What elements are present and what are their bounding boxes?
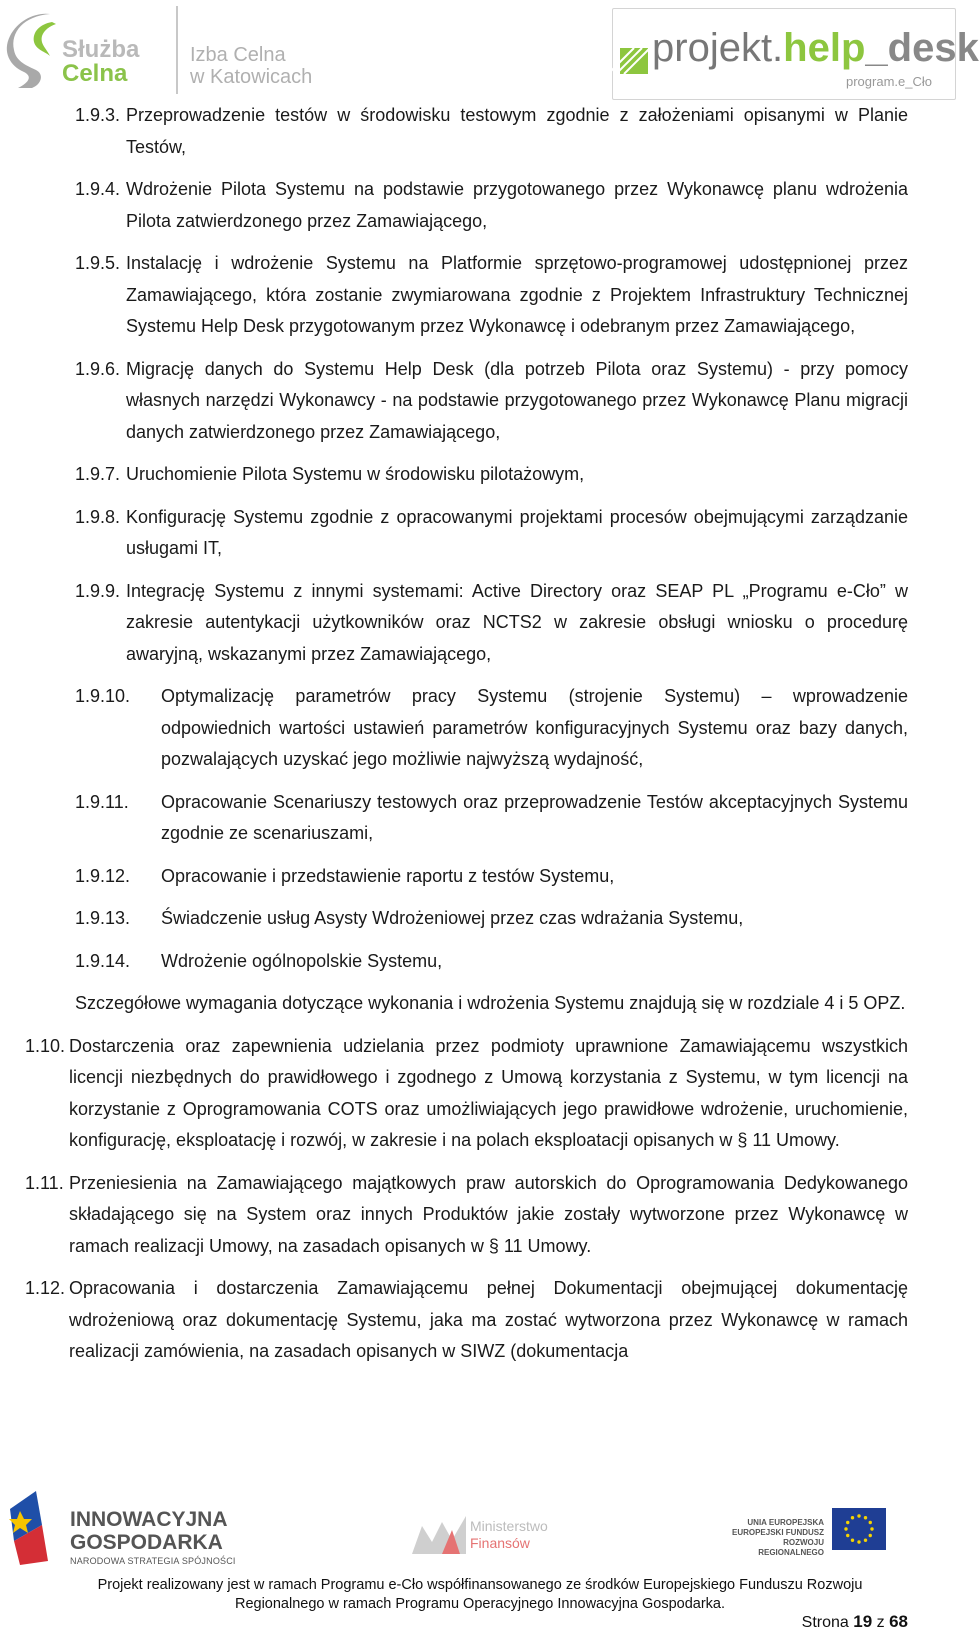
list-item xyxy=(0,354,960,449)
izba-celna-wordmark xyxy=(190,44,312,88)
sluzba-celna-wordmark xyxy=(62,38,139,86)
list-item xyxy=(0,861,960,893)
page-sep: z xyxy=(876,1614,885,1631)
eu-star-icon xyxy=(857,1514,860,1517)
eu-star-icon xyxy=(857,1540,860,1543)
item-number: 1.9.12. xyxy=(75,865,131,886)
item-text: Integrację Systemu z innymi systemami: Active Directory oraz SEAP PL „Programu e-Cło” w zakresie autentykacji użytkowników oraz NCTS2 w zakresie obsługi wniosku o procedurę awaryjną, wskazanymi przez Zamawiającego, xyxy=(126,580,908,664)
item-number: 1.9.7. xyxy=(75,464,121,484)
innowacyjna-flag-icon xyxy=(8,1491,50,1565)
funding-line2: Regionalnego w ramach Programu Operacyjnego Innowacyjna Gospodarka. xyxy=(234,1596,726,1612)
list-item xyxy=(0,459,960,491)
list-item xyxy=(0,787,960,850)
helpdesk-stripes-icon xyxy=(620,48,648,74)
eu-star-icon xyxy=(869,1534,872,1537)
list-item xyxy=(0,903,960,935)
list-item xyxy=(0,1168,960,1263)
eu-star-icon xyxy=(869,1521,872,1524)
izba-line2: w Katowicach xyxy=(190,66,313,88)
helpdesk-help: help xyxy=(783,26,866,70)
header-divider xyxy=(176,6,178,94)
item-text: Świadczenie usług Asysty Wdrożeniowej przez czas wdrażania Systemu, xyxy=(161,908,744,928)
eu-fund-text: UNIA EUROPEJSKA EUROPEJSKI FUNDUSZ ROZWOJU REGIONALNEGO xyxy=(731,1518,824,1557)
item-number: 1.9.14. xyxy=(75,950,131,971)
list-item xyxy=(0,248,960,343)
item-text: Instalację i wdrożenie Systemu na Platformie sprzętowo-programowej udostępnionej przez Zamawiającego, która zostanie zwymiarowana zgodnie z Projektem Infrastruktury Technicznej Systemu Help Desk przygotowanym przez Wykonawcę i odebranym przez Zamawiającego, xyxy=(126,253,908,336)
sluzba-celna-logo-icon xyxy=(6,12,62,90)
list-item xyxy=(0,100,960,163)
item-text: Przeniesienia na Zamawiającego majątkowych praw autorskich do Oprogramowania Dedykowanego składającego się na System oraz innych Produktów jakie zostały wytworzone przez Wykonawcę w ramach realizacji Umowy, na zasadach opisanych w § 11 Umowy. xyxy=(69,1172,908,1256)
eu-star-icon xyxy=(844,1527,847,1530)
footer-logos xyxy=(0,1488,960,1584)
list-item xyxy=(0,1273,960,1368)
list-level3 xyxy=(0,100,960,670)
document-body xyxy=(0,100,960,1379)
item-text: Optymalizację parametrów pracy Systemu (strojenie Systemu) – wprowadzenie odpowiednich wartości ustawień parametrów konfiguracyjnych Systemu oraz bazy danych, pozwalających uzyskać jego możliwie najwyższą wydajność, xyxy=(161,686,908,769)
item-number: 1.11. xyxy=(25,1172,64,1193)
item-text: Uruchomienie Pilota Systemu w środowisku pilotażowym, xyxy=(126,464,585,484)
list-item xyxy=(0,946,960,978)
helpdesk-logo xyxy=(652,26,979,70)
eu-star-icon xyxy=(864,1539,867,1542)
item-number: 1.9.10. xyxy=(75,686,131,706)
item-number: 1.10. xyxy=(25,1035,66,1056)
innowacyjna-line2: GOSPODARKA xyxy=(70,1531,223,1554)
list-item xyxy=(0,1031,960,1157)
mf-line1: Ministerstwo xyxy=(470,1518,548,1534)
izba-line1: Izba Celna xyxy=(190,44,286,66)
item-text: Przeprowadzenie testów w środowisku testowym zgodnie z założeniami opisanymi w Planie Testów, xyxy=(126,105,908,157)
helpdesk-desk: _desk xyxy=(865,26,979,70)
item-text: Migrację danych do Systemu Help Desk (dla potrzeb Pilota oraz Systemu) - przy pomocy własnych narzędzi Wykonawcy - na podstawie przygotowanego przez Wykonawcę Planu migracji danych zatwierdzonego przez Zamawiającego, xyxy=(126,358,908,442)
eu-star-icon xyxy=(851,1539,854,1542)
eu-star-icon xyxy=(864,1516,867,1519)
page-label: Strona xyxy=(801,1614,849,1631)
list-item xyxy=(0,576,960,671)
sluzba-line1: Służba xyxy=(62,36,140,63)
eu-star-icon xyxy=(870,1527,873,1530)
list-item xyxy=(0,174,960,237)
list-level2 xyxy=(0,1031,960,1368)
innowacyjna-subtitle: NARODOWA STRATEGIA SPÓJNOŚCI xyxy=(70,1556,236,1566)
ministerstwo-finansow-wordmark xyxy=(470,1518,548,1552)
list-item xyxy=(0,681,960,776)
item-text: Opracowanie i przedstawienie raportu z testów Systemu, xyxy=(161,865,615,886)
helpdesk-prefix: projekt. xyxy=(652,26,784,70)
page-current: 19 xyxy=(853,1612,873,1631)
item-number: 1.9.9. xyxy=(75,580,121,601)
sluzba-line2: Celna xyxy=(62,60,128,87)
eu-star-icon xyxy=(851,1516,854,1519)
page-header xyxy=(0,0,979,100)
item-text: Wdrożenie ogólnopolskie Systemu, xyxy=(161,950,443,971)
item-number: 1.9.4. xyxy=(75,179,121,199)
item-number: 1.9.6. xyxy=(75,358,121,379)
summary-paragraph: Szczegółowe wymagania dotyczące wykonania i wdrożenia Systemu znajdują się w rozdziale 4 i 5 OPZ. xyxy=(75,993,906,1013)
item-text: Opracowania i dostarczenia Zamawiającemu pełnej Dokumentacji obejmującej dokumentację wdrożeniową oraz dokumentację Systemu, jaka ma zostać wytworzona przez Wykonawcę w ramach realizacji zamówienia, na zasadach opisanych w SIWZ (dokumentacja xyxy=(69,1278,908,1361)
innowacyjna-line1: INNOWACYJNA xyxy=(70,1508,228,1531)
list-level4 xyxy=(0,681,960,977)
eu-flag-icon xyxy=(832,1508,886,1550)
item-text: Opracowanie Scenariuszy testowych oraz przeprowadzenie Testów akceptacyjnych Systemu zgodnie ze scenariuszami, xyxy=(161,791,908,843)
ministerstwo-finansow-icon xyxy=(412,1516,466,1554)
item-number: 1.9.5. xyxy=(75,253,121,273)
mf-line2: Finansów xyxy=(470,1535,530,1551)
item-text: Dostarczenia oraz zapewnienia udzielania przez podmioty uprawnione Zamawiającemu wszystkich licencji niezbędnych do prawidłowego i zgodnego z Umową korzystania z Systemu, w tym licencji na korzystanie z Oprogramowania COTS oraz umożliwiających jego prawidłowe wdrożenie, uruchomienie, konfigurację, eksploatację i rozwój, w zakresie i na polach eksploatacji opisanych w § 11 Umowy. xyxy=(69,1035,908,1150)
eu-star-icon xyxy=(846,1534,849,1537)
funding-line1: Projekt realizowany jest w ramach Programu e-Cło współfinansowanego ze środków Europejskiego Funduszu Rozwoju xyxy=(97,1577,863,1593)
page-number xyxy=(802,1612,908,1632)
list-item xyxy=(0,502,960,565)
item-text: Wdrożenie Pilota Systemu na podstawie przygotowanego przez Wykonawcę planu wdrożenia Pilota zatwierdzonego przez Zamawiającego, xyxy=(126,179,908,231)
item-text: Konfigurację Systemu zgodnie z opracowanymi projektami procesów obejmującymi zarządzanie usługami IT, xyxy=(126,506,908,558)
item-number: 1.9.13. xyxy=(75,908,131,928)
item-number: 1.9.11. xyxy=(75,791,129,812)
helpdesk-subtitle: program.e_Cło xyxy=(846,74,932,89)
page-total: 68 xyxy=(889,1612,908,1631)
innowacyjna-wordmark xyxy=(70,1508,228,1554)
item-number: 1.12. xyxy=(25,1278,66,1298)
eu-star-icon xyxy=(846,1521,849,1524)
project-funding-note xyxy=(10,1576,950,1614)
item-number: 1.9.8. xyxy=(75,506,121,527)
item-number: 1.9.3. xyxy=(75,105,121,125)
